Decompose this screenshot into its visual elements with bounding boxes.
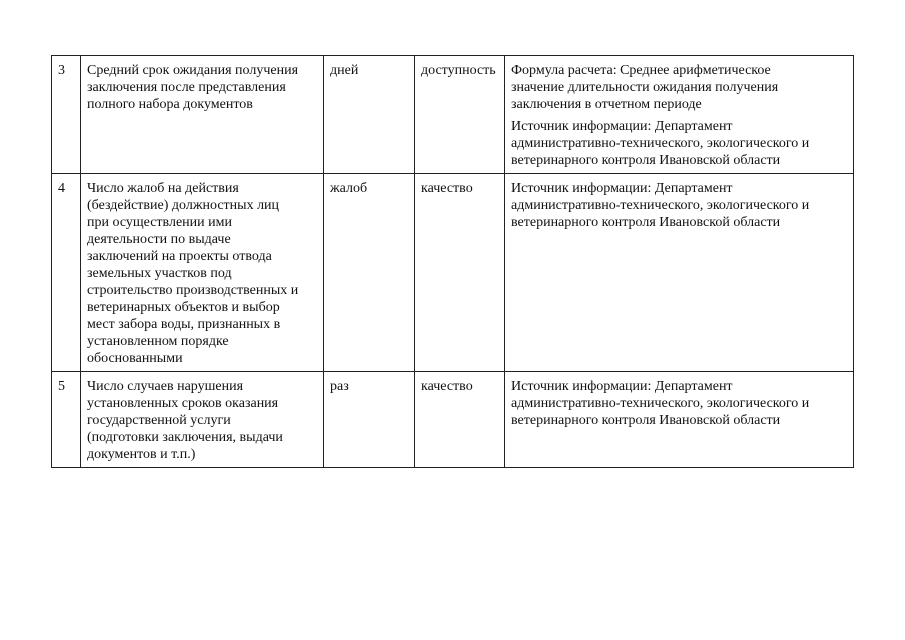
row-number: 3	[52, 56, 81, 174]
unit-cell: дней	[324, 56, 415, 174]
source-line: значение длительности ожидания получения	[511, 80, 779, 95]
source-line: административно-технического, экологического и	[511, 396, 810, 411]
table-row	[52, 56, 854, 174]
source-paragraph	[511, 180, 849, 231]
source-line: ветеринарного контроля Ивановской области	[511, 215, 781, 230]
source-line: Источник информации: Департамент	[511, 119, 733, 134]
row-number: 4	[52, 174, 81, 372]
indicator-line: Число жалоб на действия	[87, 181, 239, 196]
indicator-line: установленных сроков оказания	[87, 396, 279, 411]
indicator-line: полного набора документов	[87, 97, 253, 112]
indicators-table	[51, 55, 854, 468]
source-paragraph	[511, 378, 849, 429]
indicator-line: (бездействие) должностных лиц	[87, 198, 280, 213]
source-line: административно-технического, экологического и	[511, 136, 810, 151]
source-line: Формула расчета: Среднее арифметическое	[511, 63, 771, 78]
table-row	[52, 174, 854, 372]
table-body	[52, 56, 854, 468]
row-number: 5	[52, 372, 81, 468]
source-cell	[505, 56, 854, 174]
source-cell	[505, 174, 854, 372]
unit-cell: жалоб	[324, 174, 415, 372]
indicator-line: Средний срок ожидания получения	[87, 63, 299, 78]
source-paragraph	[511, 62, 849, 113]
indicator-cell	[81, 56, 324, 174]
indicator-cell	[81, 372, 324, 468]
indicator-line: обоснованными	[87, 351, 183, 366]
category-cell: качество	[415, 174, 505, 372]
indicator-line: установленном порядке	[87, 334, 229, 349]
source-line: Источник информации: Департамент	[511, 181, 733, 196]
indicator-line: (подготовки заключения, выдачи	[87, 430, 283, 445]
indicator-line: заключений на проекты отвода	[87, 249, 272, 264]
indicator-line: заключения после представления	[87, 80, 286, 95]
indicator-line: земельных участков под	[87, 266, 232, 281]
indicator-line: деятельности по выдаче	[87, 232, 231, 247]
source-line: заключения в отчетном периоде	[511, 97, 702, 112]
indicator-line: государственной услуги	[87, 413, 231, 428]
source-paragraph	[511, 118, 849, 169]
table-row	[52, 372, 854, 468]
indicator-line: при осуществлении ими	[87, 215, 232, 230]
source-line: ветеринарного контроля Ивановской области	[511, 153, 781, 168]
indicator-line: строительство производственных и	[87, 283, 299, 298]
source-line: административно-технического, экологического и	[511, 198, 810, 213]
source-line: ветеринарного контроля Ивановской области	[511, 413, 781, 428]
category-cell: качество	[415, 372, 505, 468]
source-line: Источник информации: Департамент	[511, 379, 733, 394]
indicator-line: документов и т.п.)	[87, 447, 196, 462]
unit-cell: раз	[324, 372, 415, 468]
indicator-line: ветеринарных объектов и выбор	[87, 300, 280, 315]
indicator-line: мест забора воды, признанных в	[87, 317, 281, 332]
indicator-line: Число случаев нарушения	[87, 379, 244, 394]
category-cell: доступность	[415, 56, 505, 174]
indicators-table-container	[51, 55, 854, 468]
source-cell	[505, 372, 854, 468]
indicator-cell	[81, 174, 324, 372]
